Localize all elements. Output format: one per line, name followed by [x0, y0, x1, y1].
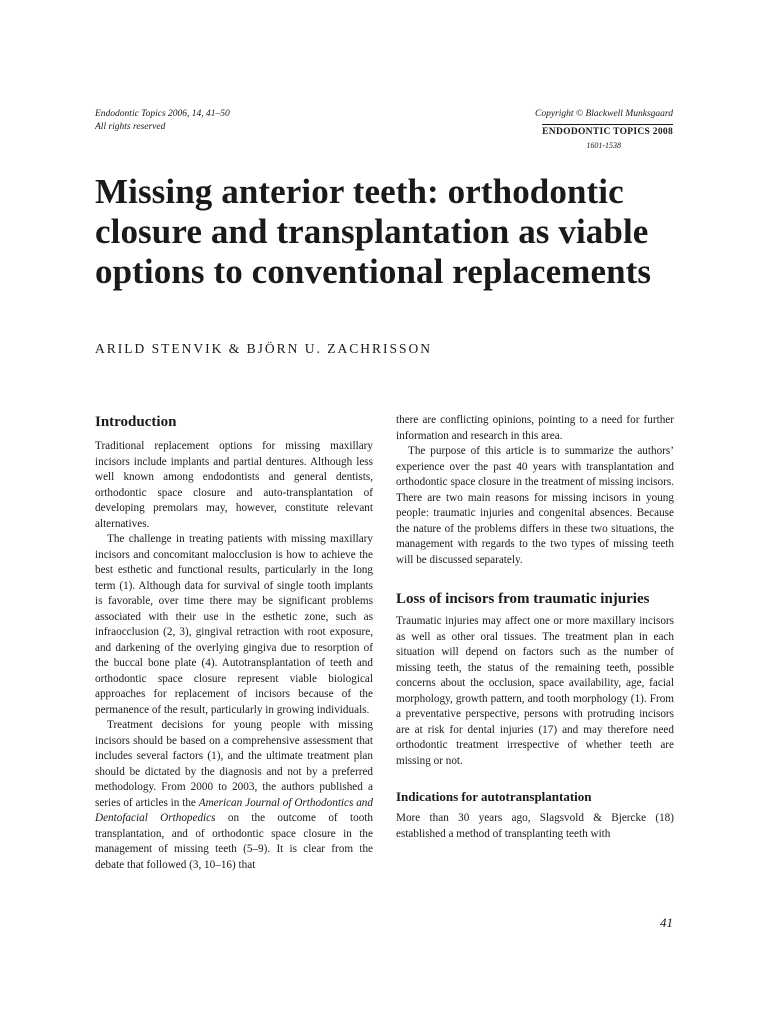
header-right — [535, 108, 673, 152]
section-heading-introduction: Introduction — [95, 414, 177, 430]
article-title: Missing anterior teeth: orthodontic closure and transplantation as viable options to conventional replacements — [95, 172, 652, 291]
left-column — [95, 413, 373, 873]
section-heading-traumatic-injuries: Loss of incisors from traumatic injuries — [396, 591, 650, 607]
paragraph: Traditional replacement options for missing maxillary incisors include implants and partial dentures. Although less well known among endodontists and general dentists, orthodontic space closure and auto-transplantation of developing premolars may, however, constitute relevant alternatives. — [95, 440, 373, 530]
paragraph: The challenge in treating patients with missing maxillary incisors and concomitant malocclusion is how to achieve the best esthetic and functional results, particularly in the long term (1). Although data for survival of single tooth implants is favorable, over time there may be significant problems associated with their use in the esthetic zone, such as infraocclusion (2, 3), gingival retraction with root exposure, and darkening of the overlying gingiva due to resorption of the buccal bone plate (4). Autotransplantation of teeth and orthodontic space closure represent viable biological approaches for replacement of incisors because of the permanence of the result, particularly in growing individuals. — [95, 533, 373, 716]
subsection-heading-autotransplantation: Indications for autotransplantation — [396, 789, 592, 804]
right-column — [396, 413, 674, 842]
paragraph: there are conflicting opinions, pointing to a need for further information and research in this area. — [396, 414, 674, 442]
paragraph: Traumatic injuries may affect one or more maxillary incisors as well as other oral tissues. The treatment plan in each situation will depend on factors such as the number of missing teeth, the status of the remaining teeth, possible concerns about the occlusion, space availability, age, facial morphology, growth pattern, and tooth morphology (1). From a preventative perspective, persons with protruding incisors are at risk for dental injuries (17) and may therefore need orthodontic treatment irrespective of whether teeth are missing or not. — [396, 615, 674, 767]
text-run: on the outcome of tooth transplantation, and of orthodontic space closure in the management of missing teeth (5–9). It is clear from the debate that followed (3, 10–16) that — [95, 812, 373, 871]
paragraph: More than 30 years ago, Slagsvold & Bjercke (18) established a method of transplanting teeth with — [396, 812, 674, 840]
header-left — [95, 108, 230, 134]
paragraph: The purpose of this article is to summarize the authors’ experience over the past 40 years with transplantation and orthodontic space closure in the treatment of missing incisors. There are two main reasons for missing incisors in young people: traumatic injuries and congenital absences. Because the nature of the problems differs in these two situations, the management with regards to the two types of missing teeth will be discussed separately. — [396, 445, 674, 566]
rights-statement: All rights reserved — [95, 122, 166, 132]
journal-reference: Endodontic Topics 2006, 14, 41–50 — [95, 109, 230, 119]
text-run: Treatment decisions for young people with missing incisors should be based on a comprehensive assessment that includes several factors (1), and the ultimate treatment plan should be dictated by the diagnosis and not by a preferred methodology. From 2000 to 2003, the authors published a series of articles in the — [95, 719, 373, 809]
page-number: 41 — [660, 915, 673, 930]
issn: 1601-1538 — [586, 141, 621, 150]
paragraph — [95, 718, 373, 873]
copyright-line: Copyright © Blackwell Munksgaard — [534, 109, 673, 119]
journal-name: ENDODONTIC TOPICS 2008 — [542, 124, 673, 139]
journal-citation: American Journal of Orthodontics and Dentofacial Orthopedics — [95, 796, 373, 824]
article-authors: ARILD STENVIK & BJÖRN U. ZACHRISSON — [95, 341, 433, 356]
